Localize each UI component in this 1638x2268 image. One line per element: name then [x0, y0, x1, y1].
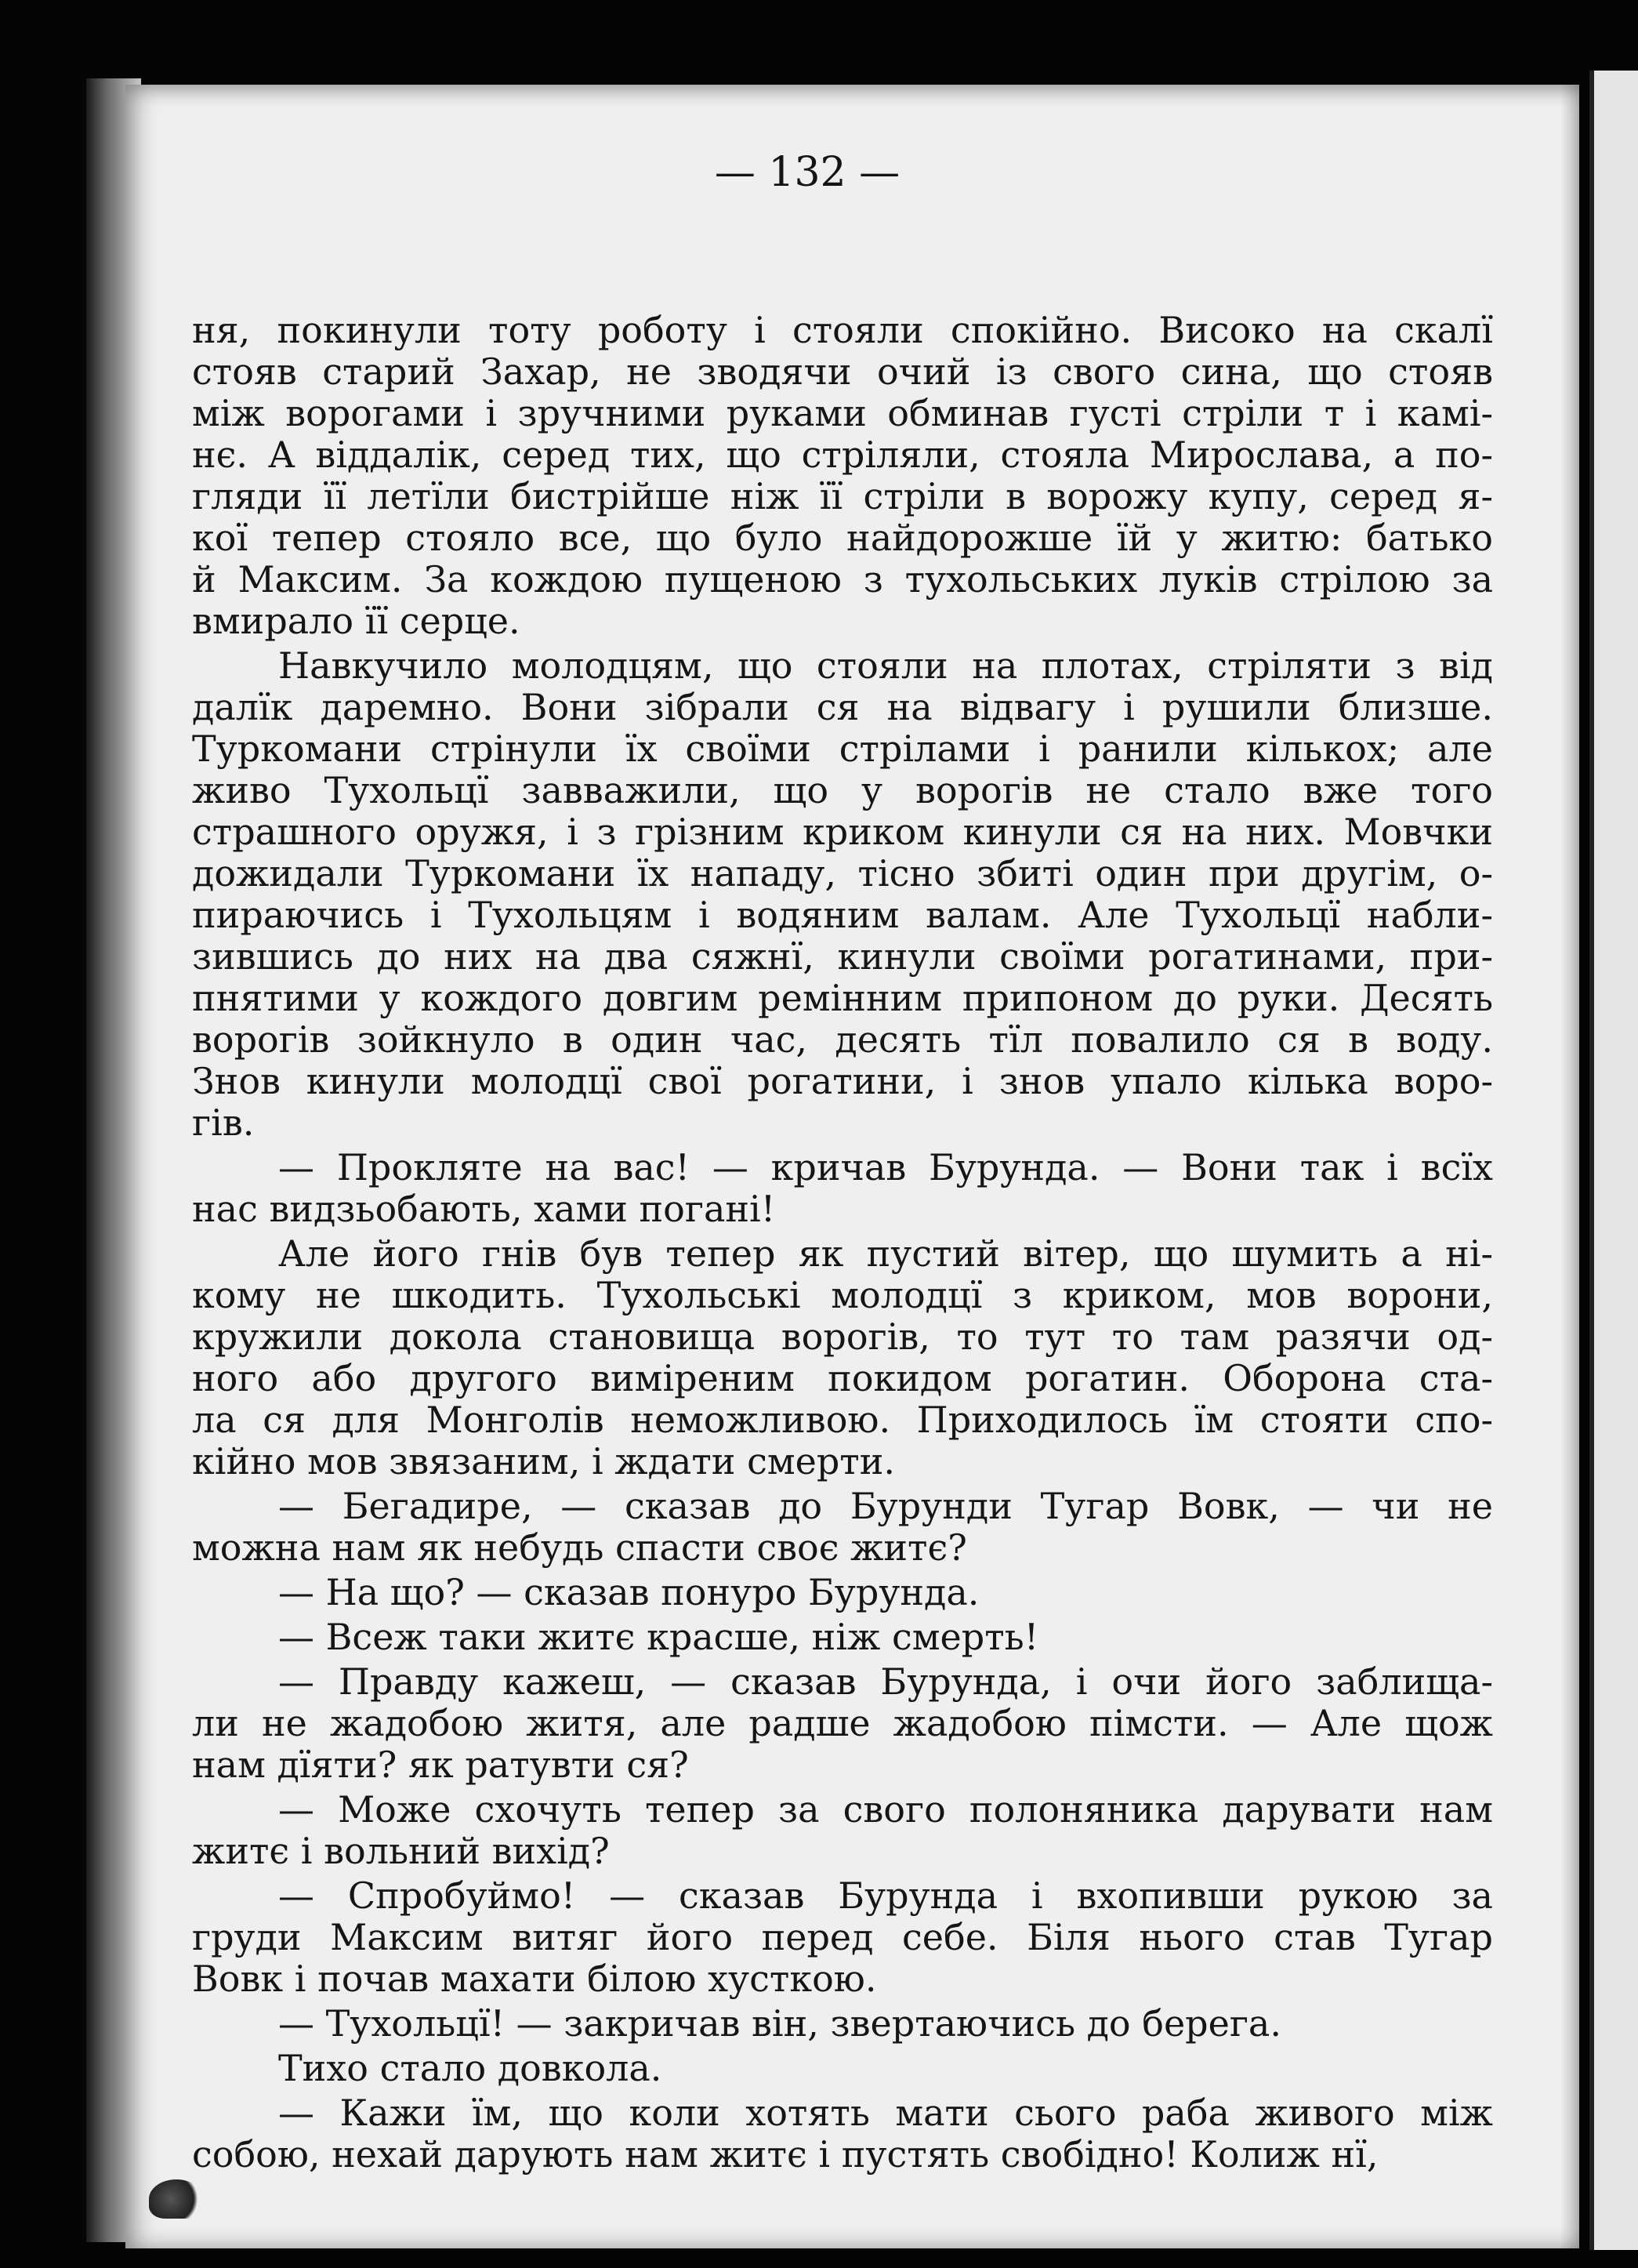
- text-line: Туркомани стрінули їх своїми стрілами і ранили кількох; але: [192, 728, 1493, 770]
- text-line: — Кажи їм, що коли хотять мати сього раба живого між: [278, 2092, 1493, 2134]
- text-line: ня, покинули тоту роботу і стояли спокійно. Високо на скалї: [192, 310, 1493, 351]
- paragraph: [192, 2048, 1493, 2089]
- text-line: пнятими у кождого довгим ремінним припоном до руки. Десять: [192, 978, 1493, 1019]
- page-number: — 132 —: [714, 149, 901, 196]
- text-line: ного або другого виміреним покидом рогатин. Оборона ста-: [192, 1358, 1493, 1399]
- text-line: ворогів зойкнуло в один час, десять тїл повалило ся в воду.: [192, 1019, 1493, 1061]
- text-line: гляди її летїли бистрійше ніж її стріли в ворожу купу, серед я-: [192, 476, 1493, 517]
- paragraph: [192, 1617, 1493, 1658]
- text-line: житє і вольний вихід?: [192, 1831, 610, 1872]
- spine-shadow: [1560, 85, 1589, 2248]
- text-line: Але його гнів був тепер як пустий вітер, що шумить а ні-: [278, 1233, 1493, 1275]
- text-line: між ворогами і зручними руками обминав густі стріли т і камі-: [192, 393, 1493, 434]
- paragraph: [192, 1789, 1493, 1872]
- text-line: страшного оружя, і з грізним криком кинули ся на них. Мовчки: [192, 811, 1493, 853]
- text-line: груди Максим витяг його перед себе. Біля нього став Тугар: [192, 1917, 1493, 1958]
- text-line: живо Тухольцї завважили, що у ворогів не стало вже того: [192, 770, 1493, 811]
- text-line: пираючись і Тухольцям і водяним валам. Але Тухольцї набли-: [192, 894, 1493, 936]
- text-line: нас видзьобають, хами погані!: [192, 1188, 776, 1230]
- text-line: зившись до них на два сяжнї, кинули своїми рогатинами, при-: [192, 936, 1493, 978]
- paragraph: [192, 1875, 1493, 2000]
- text-line: Тихо стало довкола.: [278, 2048, 662, 2089]
- text-line: — На що? — сказав понуро Бурунда.: [278, 1572, 980, 1613]
- text-line: Навкучило молодцям, що стояли на плотах, стріляти з від: [278, 645, 1493, 687]
- text-line: стояв старий Захар, не зводячи очий із свого сина, що стояв: [192, 351, 1493, 393]
- paragraph: [192, 1486, 1493, 1569]
- paragraph: [192, 645, 1493, 1144]
- text-line: собою, нехай дарують нам житє і пустять свобідно! Колиж нї,: [192, 2134, 1379, 2175]
- text-line: вмирало її серце.: [192, 601, 520, 642]
- paragraph: [192, 2003, 1493, 2045]
- text-line: нам дїяти? як ратувти ся?: [192, 1744, 689, 1786]
- text-line: — Може схочуть тепер за свого полоняника дарувати нам: [278, 1789, 1493, 1831]
- text-line: — Бегадире, — сказав до Бурунди Тугар Вовк, — чи не: [278, 1486, 1493, 1527]
- text-line: кої тепер стояло все, що було найдорожше їй у житю: батько: [192, 517, 1493, 559]
- text-line: кружили докола становища ворогів, то тут то там разячи од-: [192, 1316, 1493, 1358]
- text-line: й Максим. За кождою пущеною з тухольських луків стрілою за: [192, 559, 1493, 601]
- text-line: дожидали Туркомани їх нападу, тісно збиті один при другім, о-: [192, 853, 1493, 894]
- page-corner-stain: [149, 2179, 204, 2219]
- facing-page-edge: [1589, 71, 1638, 2250]
- paragraph: [192, 1661, 1493, 1786]
- text-line: — Всеж таки житє красше, ніж смерть!: [278, 1617, 1039, 1658]
- text-line: — Спробуймо! — сказав Бурунда і вхопивши рукою за: [278, 1875, 1493, 1917]
- paragraph: [192, 1147, 1493, 1230]
- text-line: ла ся для Монголів неможливою. Приходилось їм стояти спо-: [192, 1399, 1493, 1441]
- paragraph: [192, 310, 1493, 642]
- text-line: нє. А віддалік, серед тих, що стріляли, стояла Мирослава, а по-: [192, 434, 1493, 476]
- text-line: Вовк і почав махати білою хусткою.: [192, 1958, 877, 2000]
- text-line: далїк даремно. Вони зібрали ся на відвагу і рушили близше.: [192, 687, 1493, 728]
- paragraph: [192, 1233, 1493, 1482]
- paragraph: [192, 1572, 1493, 1613]
- text-line: Знов кинули молодцї свої рогатини, і знов упало кілька воро-: [192, 1061, 1493, 1102]
- text-line: — Прокляте на вас! — кричав Бурунда. — Вони так і всїх: [278, 1147, 1493, 1188]
- text-line: ли не жадобою житя, але радше жадобою пімсти. — Але щож: [192, 1703, 1493, 1744]
- paragraph: [192, 2092, 1493, 2175]
- text-line: — Тухольцї! — закричав він, звертаючись до берега.: [278, 2003, 1281, 2045]
- text-line: кійно мов звязаним, і ждати смерти.: [192, 1441, 896, 1482]
- text-line: — Правду кажеш, — сказав Бурунда, і очи його заблища-: [278, 1661, 1493, 1703]
- text-line: гів.: [192, 1102, 255, 1144]
- text-line: кому не шкодить. Тухольські молодцї з криком, мов ворони,: [192, 1275, 1493, 1316]
- text-line: можна нам як небудь спасти своє житє?: [192, 1527, 967, 1569]
- body-text: [192, 310, 1493, 2179]
